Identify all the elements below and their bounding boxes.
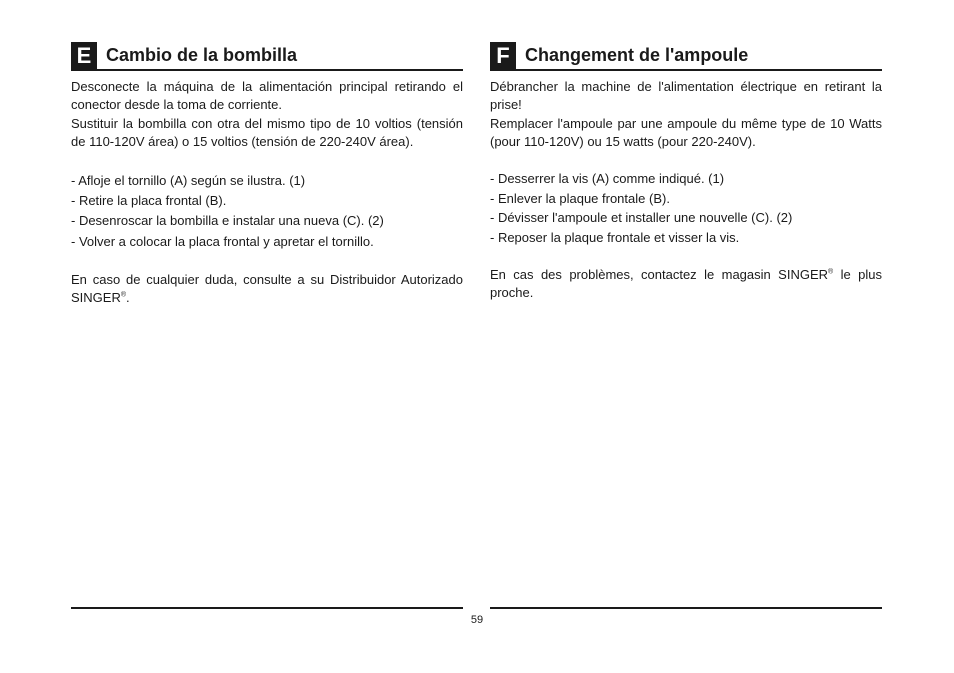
section-badge-e: E xyxy=(71,42,97,69)
paragraph-disconnect: Débrancher la machine de l'alimentation électrique en retirant la prise! xyxy=(490,79,882,112)
section-header xyxy=(490,42,882,69)
header-divider xyxy=(490,69,882,71)
contact-end: le plus proche. xyxy=(490,267,882,300)
section-body xyxy=(490,78,882,301)
section-french xyxy=(490,42,882,301)
registered-mark: ® xyxy=(828,268,834,276)
section-header xyxy=(71,42,463,69)
header-divider xyxy=(71,69,463,71)
steps-list xyxy=(490,170,882,246)
list-item: - Desenroscar la bombilla e instalar una nueva (C). (2) xyxy=(71,213,384,228)
steps-list xyxy=(71,172,463,250)
list-item: - Reposer la plaque frontale et visser la vis. xyxy=(490,229,740,245)
page-number: 59 xyxy=(470,614,484,626)
paragraph-contact xyxy=(71,271,463,306)
paragraph-replace: Remplacer l'ampoule par une ampoule du même type de 10 Watts (pour 110-120V) ou 15 watts (pour 220-240V). xyxy=(490,116,882,149)
list-item: - Dévisser l'ampoule et installer une nouvelle (C). (2) xyxy=(490,210,793,225)
section-spanish xyxy=(71,42,463,306)
section-body xyxy=(71,78,463,306)
contact-text: En cas des problèmes, contactez le magasin SINGER xyxy=(490,267,829,282)
list-item: - Volver a colocar la placa frontal y apretar el tornillo. xyxy=(71,233,374,249)
contact-end: . xyxy=(126,289,130,305)
list-item: - Retire la placa frontal (B). xyxy=(71,192,227,208)
section-badge-f: F xyxy=(490,42,516,69)
registered-mark: ® xyxy=(120,291,127,299)
list-item: - Desserrer la vis (A) comme indiqué. (1) xyxy=(490,171,725,186)
paragraph-disconnect: Desconecte la máquina de la alimentación principal retirando el conector desde la toma de corriente. xyxy=(71,79,463,112)
footer-divider-left xyxy=(71,607,463,609)
section-title: Changement de l'ampoule xyxy=(525,45,749,65)
footer-divider-right xyxy=(490,607,882,609)
list-item: - Enlever la plaque frontale (B). xyxy=(490,190,670,206)
contact-text: En caso de cualquier duda, consulte a su Distribuidor Autorizado SINGER xyxy=(71,272,463,305)
section-title: Cambio de la bombilla xyxy=(106,45,298,65)
paragraph-replace: Sustituir la bombilla con otra del mismo tipo de 10 voltios (tensión de 110-120V área) o 15 voltios (tensión de 220-240V área). xyxy=(71,116,463,149)
list-item: - Afloje el tornillo (A) según se ilustra. (1) xyxy=(71,173,306,188)
paragraph-contact xyxy=(490,266,882,301)
